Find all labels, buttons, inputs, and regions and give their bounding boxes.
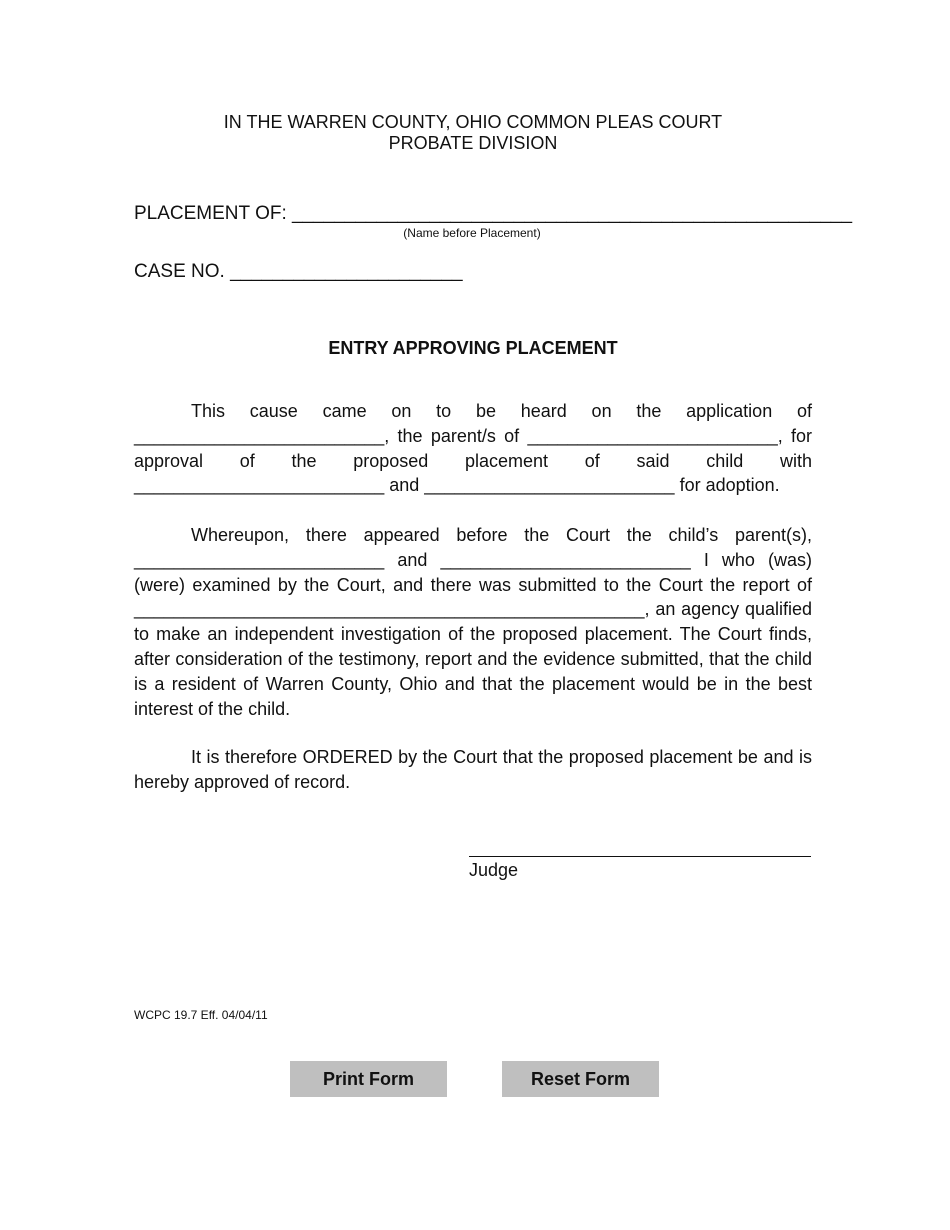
placement-of-line bbox=[134, 203, 852, 225]
placement-name-field[interactable]: _____________________________________________________ bbox=[292, 203, 853, 224]
court-name: IN THE WARREN COUNTY, OHIO COMMON PLEAS COURT bbox=[223, 112, 723, 132]
judge-label: Judge bbox=[469, 860, 519, 880]
placement-name-caption: (Name before Placement) bbox=[403, 226, 541, 240]
judge-signature-line bbox=[469, 856, 811, 857]
reset-form-button[interactable]: Reset Form bbox=[502, 1061, 659, 1097]
placement-of-label: PLACEMENT OF: bbox=[134, 203, 293, 224]
case-no-line bbox=[134, 261, 463, 283]
court-division: PROBATE DIVISION bbox=[388, 133, 558, 153]
entry-title: ENTRY APPROVING PLACEMENT bbox=[328, 338, 618, 358]
case-no-label: CASE NO. bbox=[134, 261, 231, 282]
paragraph-ordered: It is therefore ORDERED by the Court that the proposed placement be and is hereby approved of record. bbox=[134, 747, 812, 792]
case-no-field[interactable]: ______________________ bbox=[230, 261, 463, 282]
paragraph-whereupon: Whereupon, there appeared before the Court the child’s parent(s), _________________________ and _________________________ I who (was) (were) examined by the Court, and there was submitted to the Court the report of ___________________________________________________, an agency qualified to make an independent investigation of the proposed placement. The Court finds, after consideration of the testimony, report and the evidence submitted, that the child is a resident of Warren County, Ohio and that the placement would be in the best interest of the child. bbox=[134, 525, 812, 719]
form-code: WCPC 19.7 Eff. 04/04/11 bbox=[134, 1008, 268, 1022]
print-form-button[interactable]: Print Form bbox=[290, 1061, 447, 1097]
paragraph-application: This cause came on to be heard on the application of _________________________, the parent/s of _________________________, for approval of the proposed placement of said child with _________________________ and _________________________ for adoption. bbox=[134, 401, 812, 496]
